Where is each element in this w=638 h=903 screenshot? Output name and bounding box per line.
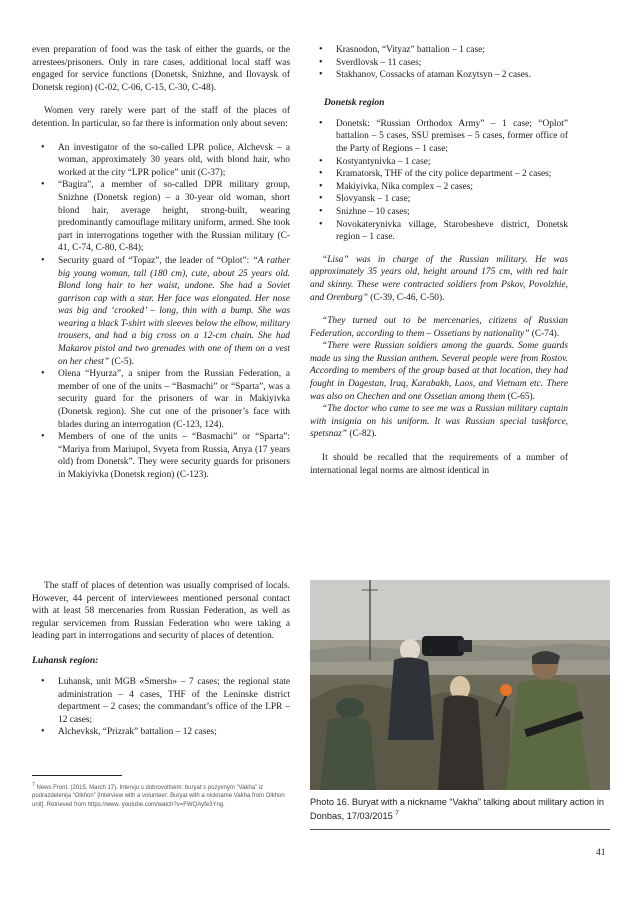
women-list xyxy=(32,142,290,482)
list-item: • Novokaterynivka village, Starobesheve district, Donetsk region – 1 case. xyxy=(310,219,568,244)
list-item: • Makiyivka, Nika complex – 2 cases; xyxy=(310,181,568,194)
paragraph: even preparation of food was the task of either the guards, or the arrestees/prisoners. Only in rare cases, additional local staff was engaged for service functions (Donetsk, Snizhne, and Ilovaysk of Donetsk region) (C-02, C-06, C-15, C-30, C-48). xyxy=(32,45,290,93)
footnote-divider xyxy=(32,775,122,776)
luhansk-list xyxy=(32,676,290,739)
section-heading: Donetsk region xyxy=(324,96,385,108)
page-number: 41 xyxy=(596,848,606,858)
list-item: • “Bagira”, a member of so-called DPR military group, Snizhne (Donetsk region) – a 30-year old woman, short blond hair, average height, strong-built, wearing predominantly camouflage military uniform, armed. She took part in interrogations together with the Russian military (C-41, C-74, C-80, C-84); xyxy=(32,179,290,255)
list-item: • Sverdlovsk – 11 cases; xyxy=(310,57,568,70)
list-item: • Slovyansk – 1 case; xyxy=(310,193,568,206)
list-item: • Kostyantynivka – 1 case; xyxy=(310,156,568,169)
testimony-quote: “Lisa” was in charge of the Russian military. He was approximately 35 years old, height around 175 cm, with red hair and skinny. These were contracted soldiers from Pskov, Povolzhie, and Orenburg” (C-39, C-46, C-50). xyxy=(310,254,568,303)
list-item: • Stakhanov, Cossacks of ataman Kozytsyn – 2 cases. xyxy=(310,69,568,82)
testimony-quote: “There were Russian soldiers among the guards. Some guards made us sing the Russian anthem. Several people were from Rostov. According to members of the group based at that location, they had fought in Dagestan, Iraq, Karabakh, Laos, and Vietnam etc. There was also on Chechen and one Ossetian among them (C-65). xyxy=(310,341,568,402)
paragraph: The staff of places of detention was usually comprised of locals. However, 44 percent of interviewees mentioned personal contact with at least 58 mercenaries from Russian Federation, as well as regular servicemen from Russian Federation who were taking a leading part in interrogations and security of places of detention. xyxy=(32,581,290,642)
paragraph: It should be recalled that the requirements of a number of international legal norms are almost identical in xyxy=(310,453,568,476)
right-column xyxy=(310,44,568,477)
photo-16 xyxy=(310,580,610,790)
caption-divider xyxy=(310,829,610,830)
list-item: • An investigator of the so-called LPR police, Alchevsk – a woman, approximately 30 years old, with blond hair, who worked at the city “LPR police” unit (C-37); xyxy=(32,142,290,180)
paragraph: Women very rarely were part of the staff of the places of detention. In particular, so far there is information only about seven: xyxy=(32,106,290,129)
list-item: • Olena “Hyurza”, a sniper from the Russian Federation, a member of one of the units – “Basmachi” or “Sparta”, was a security guard for the prisoners of war in Makiyivka (Donetsk region). She cut one of the prisoner’s face with blades during an interrogation (C-123, 124). xyxy=(32,368,290,431)
left-column-top xyxy=(32,44,290,482)
list-item: • Luhansk, unit MGB «Smersh» – 7 cases; the regional state administration – 4 cases, THF of the Leninske district department – 2 cases; the commandant’s office of the LPR – 12 cases; xyxy=(32,676,290,726)
list-item: • Members of one of the units – “Basmachi” or “Sparta”: “Mariya from Mariupol, Svyeta from Russia, Anya (17 years old) from Donetsk”. They were security guards for prisoners in Makiyivka (Donetsk region) (C-123). xyxy=(32,431,290,481)
section-heading: Luhansk region: xyxy=(32,654,99,666)
footnote: $^7$ News Front. (2015, March 17). Intervju s dobrovoltsem: buryat s pozyvnym “Vakha” iz podrazdelenija “Olkhon” [Interview with a volunteer: Buryat with a nickname Vakha from Olkhon unit]. Retrieved from https://www. youtube.com/watch?v=FWQAyfe3Yng. xyxy=(32,782,285,808)
list-item: • Alchevksk, “Prizrak” battalion – 12 cases; xyxy=(32,726,290,739)
testimony-quote: “The doctor who came to see me was a Russian military captain with insignia on his uniform. It was Russian special taskforce, spetsnaz” (C-82). xyxy=(310,404,568,440)
left-column-bottom xyxy=(32,580,290,739)
donetsk-list xyxy=(310,118,568,244)
list-item: • Donetsk: “Russian Orthodox Army” – 1 case; “Oplot” battalion – 5 cases, SSU premises – 5 cases, former office of the Party of Regions – 1 case; xyxy=(310,118,568,156)
testimony-quote: “They turned out to be mercenaries, citizens of Russian Federation, according to them – Ossetians by nationality” (C-74). xyxy=(310,316,568,339)
list-item: • Security guard of “Topaz”, the leader of “Oplot”: “A rather big young woman, tall (180 cm), cute, about 25 years old. Blond long hair to her waist, undone. She had a Soviet garrison cap with a star. Her face was elongated. Her nose was big and ‘crooked’ – long, thin with a bump. She was wearing a black T-shirt with sleeves below the elbow, military trousers, and had a big cross on a 12-cm chain. She had Makarov pistol and two grenades with one of them on a vest on her chest” (C-5). xyxy=(32,255,290,368)
list-item: • Kramatorsk, THF of the city police department – 2 cases; xyxy=(310,168,568,181)
list-item: • Snizhne – 10 cases; xyxy=(310,206,568,219)
photo-caption: Photo 16. Buryat with a nickname “Vakha” talking about military action in Donbas, 17/03/2015 $^7$ xyxy=(310,797,604,822)
list-item: • Krasnodon, “Vityaz” battalion – 1 case; xyxy=(310,44,568,57)
luhansk-list-continued xyxy=(310,44,568,82)
photo-illustration xyxy=(310,580,610,790)
